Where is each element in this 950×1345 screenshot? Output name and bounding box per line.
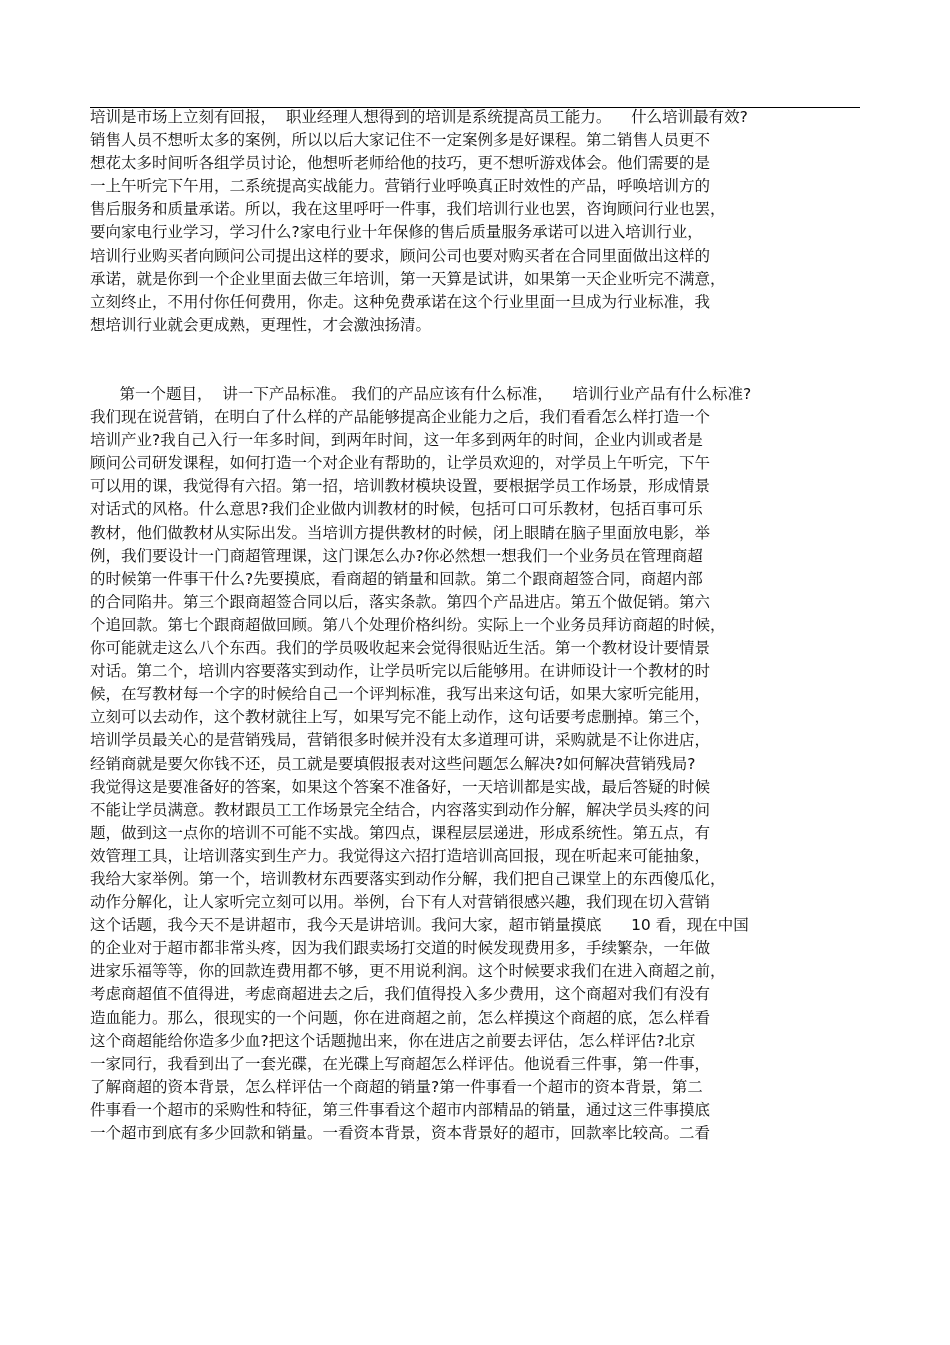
- paragraph-1: [90, 106, 860, 337]
- text-line: 个追回款。第七个跟商超做回顾。第八个处理价格纠纷。实际上一个业务员拜访商超的时候，: [90, 615, 726, 634]
- text-line: 想培训行业就会更成熟，更理性，才会激浊扬清。: [90, 315, 432, 334]
- text-line: 销售人员不想听太多的案例，所以以后大家记住不一定案例多是好课程。第二销售人员更不: [90, 131, 711, 150]
- text-line: 一个超市到底有多少回款和销量。一看资本背景，资本背景好的超市，回款率比较高。二看: [90, 1124, 711, 1142]
- text-line: 效管理工具，让培训落实到生产力。我觉得这六招打造培训高回报，现在听起来可能抽象，: [90, 846, 711, 865]
- text-line: 进家乐福等等，你的回款连费用都不够，更不用说利润。这个时候要求我们在进入商超之前，: [90, 962, 726, 981]
- text-line: 立刻可以去动作，这个教材就往上写，如果写完不能上动作，这句话要考虑删掉。第三个，: [90, 708, 711, 727]
- text-line: 一家同行，我看到出了一套光碟，在光碟上写商超怎么样评估。他说看三件事，第一件事，: [90, 1054, 711, 1073]
- text-line: 候，在写教材每一个字的时候给自己一个评判标准，我写出来这句话，如果大家听完能用，: [90, 685, 711, 704]
- text-line: 题，做到这一点你的培训不可能不实战。第四点，课程层层递进，形成系统性。第五点，有: [90, 823, 711, 842]
- text-line: 考虑商超值不值得进，考虑商超进去之后，我们值得投入多少费用，这个商超对我们有没有: [90, 985, 711, 1004]
- text-line: 的企业对于超市都非常头疼，因为我们跟卖场打交道的时候发现费用多，手续繁杂，一年做: [90, 939, 711, 958]
- text-line: 的时候第一件事干什么?先要摸底，看商超的销量和回款。第二个跟商超签合同，商超内部: [90, 569, 703, 588]
- text-line: 这个话题，我今天不是讲超市，我今天是讲培训。我问大家，超市销量摸底 10 看，现在中国: [90, 916, 749, 935]
- text-line: 的合同陷井。第三个跟商超签合同以后，落实条款。第四个产品进店。第五个做促销。第六: [90, 592, 711, 611]
- text-line: 例，我们要设计一门商超管理课，这门课怎么办?你必然想一想我们一个业务员在管理商超: [90, 546, 703, 565]
- text-line: 顾问公司研发课程，如何打造一个对企业有帮助的，让学员欢迎的，对学员上午听完，下午: [90, 454, 711, 473]
- text-line: 我觉得这是要准备好的答案，如果这个答案不准备好，一天培训都是实战，最后答疑的时候: [90, 777, 711, 796]
- text-line: 培训行业购买者向顾问公司提出这样的要求，顾问公司也要对购买者在合同里面做出这样的: [90, 246, 711, 265]
- text-line: 承诺，就是你到一个企业里面去做三年培训，第一天算是试讲，如果第一天企业听完不满意，: [90, 269, 726, 288]
- text-line: 这个商超能给你造多少血?把这个话题抛出来，你在进店之前要去评估，怎么样评估?北京: [90, 1031, 696, 1050]
- text-line: 了解商超的资本背景，怎么样评估一个商超的销量?第一件事看一个超市的资本背景，第二: [90, 1077, 703, 1096]
- text-line: 动作分解化，让人家听完立刻可以用。举例，台下有人对营销很感兴趣，我们现在切入营销: [90, 893, 711, 912]
- text-line: 对话。第二个，培训内容要落实到动作，让学员听完以后能够用。在讲师设计一个教材的时: [90, 662, 711, 681]
- text-line: 经销商就是要欠你钱不还，员工就是要填假报表对这些问题怎么解决?如何解决营销残局?: [90, 754, 696, 773]
- text-line: 教材，他们做教材从实际出发。当培训方提供教材的时候，闭上眼睛在脑子里面放电影，举: [90, 523, 711, 542]
- text-line: 想花太多时间听各组学员讨论，他想听老师给他的技巧，更不想听游戏体会。他们需要的是: [90, 154, 711, 173]
- text-line: 不能让学员满意。教材跟员工工作场景完全结合，内容落实到动作分解，解决学员头疼的问: [90, 800, 711, 819]
- text-line: 立刻终止，不用付你任何费用，你走。这种免费承诺在这个行业里面一旦成为行业标准，我: [90, 292, 711, 311]
- text-line: 可以用的课，我觉得有六招。第一招，培训教材模块设置，要根据学员工作场景，形成情景: [90, 477, 711, 496]
- text-line: 我给大家举例。第一个，培训教材东西要落实到动作分解，我们把自己课堂上的东西傻瓜化，: [90, 869, 726, 888]
- text-line: 对话式的风格。什么意思?我们企业做内训教材的时候，包括可口可乐教材，包括百事可乐: [90, 500, 703, 519]
- text-line: 一上午听完下午用，二系统提高实战能力。营销行业呼唤真正时效性的产品，呼唤培训方的: [90, 177, 711, 196]
- text-line: 培训学员最关心的是营销残局，营销很多时候并没有太多道理可讲，采购就是不让你进店，: [90, 731, 711, 750]
- text-line: 造血能力。那么，很现实的一个问题，你在进商超之前，怎么样摸这个商超的底，怎么样看: [90, 1008, 711, 1027]
- text-line: 第一个题目， 讲一下产品标准。 我们的产品应该有什么标准， 培训行业产品有什么标准?: [90, 385, 752, 403]
- text-line: 我们现在说营销，在明白了什么样的产品能够提高企业能力之后，我们看看怎么样打造一个: [90, 408, 711, 427]
- text-line: 培训产业?我自己入行一年多时间，到两年时间，这一年多到两年的时间，企业内训或者是: [90, 431, 703, 450]
- text-line: 要向家电行业学习，学习什么?家电行业十年保修的售后质量服务承诺可以进入培训行业，: [90, 223, 703, 242]
- text-line: 件事看一个超市的采购性和特征，第三件事看这个超市内部精品的销量，通过这三件事摸底: [90, 1100, 711, 1119]
- text-line: 培训是市场上立刻有回报， 职业经理人想得到的培训是系统提高员工能力。 什么培训最有效?: [90, 108, 748, 126]
- text-line: 售后服务和质量承诺。所以，我在这里呼吁一件事，我们培训行业也罢，咨询顾问行业也罢，: [90, 200, 726, 219]
- text-line: 你可能就走这么八个东西。我们的学员吸收起来会觉得很贴近生活。第一个教材设计要情景: [90, 639, 711, 658]
- paragraph-2: [90, 383, 860, 1145]
